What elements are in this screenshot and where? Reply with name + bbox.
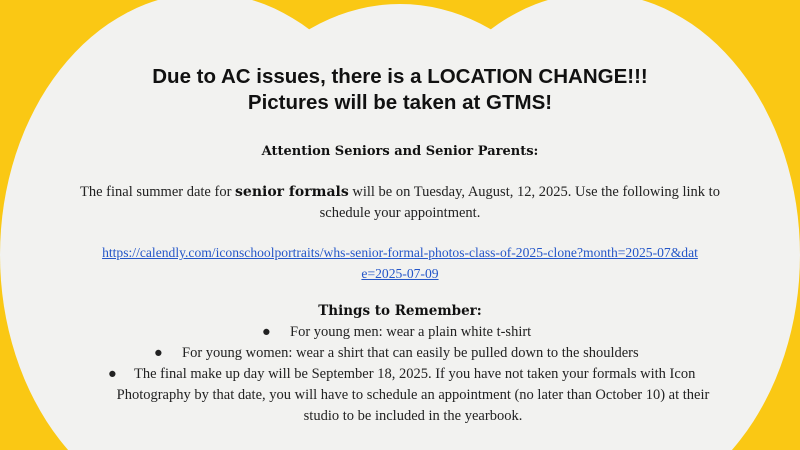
list-item-text: For young men: wear a plain white t-shirt xyxy=(290,324,532,340)
headline-line-1: Due to AC issues, there is a LOCATION CHANGE!!! xyxy=(152,65,648,88)
things-to-remember-heading: Things to Remember: xyxy=(318,303,482,319)
attention-heading: Attention Seniors and Senior Parents: xyxy=(261,144,539,159)
bullet-icon: ● xyxy=(262,324,271,340)
list-item-text-line-1: The final make up day will be September 18, 2025. If you have not taken your formals with Icon xyxy=(134,366,696,382)
calendly-link-line-1[interactable]: https://calendly.com/iconschoolportraits/whs-senior-formal-photos-class-of-2025-clone?month=2025-07&dat xyxy=(102,245,698,260)
bullet-icon: ● xyxy=(108,366,117,382)
list-item-text: For young women: wear a shirt that can easily be pulled down to the shoulders xyxy=(182,345,639,361)
list-item xyxy=(154,343,639,364)
headline-line-2: Pictures will be taken at GTMS! xyxy=(247,91,553,114)
intro-text-line-2: schedule your appointment. xyxy=(319,205,481,221)
list-item-text-line-2: Photography by that date, you will have to schedule an appointment (no later than October 10) at their xyxy=(116,387,710,403)
senior-formals-emphasis: senior formals xyxy=(235,184,349,200)
intro-text-after: will be on Tuesday, August, 12, 2025. Use the following link to xyxy=(348,184,720,200)
list-item-text-line-3: studio to be included in the yearbook. xyxy=(303,408,523,424)
intro-paragraph xyxy=(60,182,740,224)
intro-text: The final summer date for xyxy=(80,184,236,200)
bullet-icon: ● xyxy=(154,345,163,361)
list-item xyxy=(108,364,718,427)
list-item xyxy=(262,322,531,343)
calendly-link-line-2[interactable]: e=2025-07-09 xyxy=(361,266,439,281)
